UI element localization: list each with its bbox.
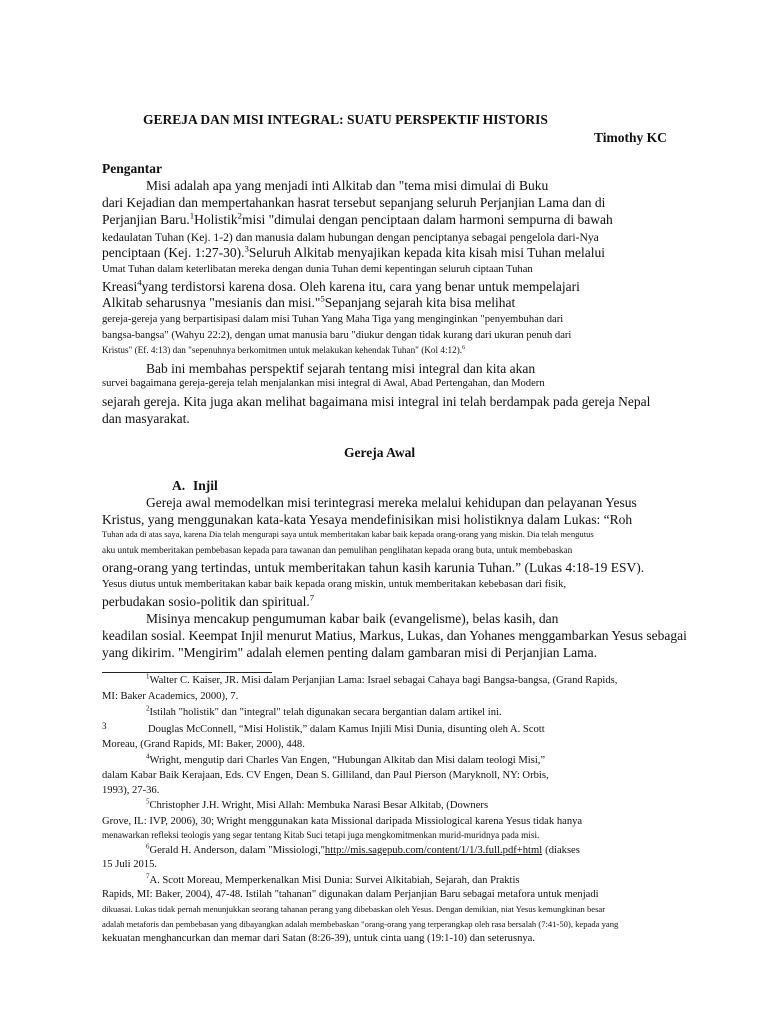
intro-line: dan masyarakat. <box>102 411 190 426</box>
section-line: yang dikirim. "Mengirim" adalah elemen penting dalam gambaran misi di Perjanjian Lama. <box>102 645 598 660</box>
footnote-line: 1993), 27-36. <box>102 785 160 796</box>
footnote-text: Gerald H. Anderson, dalam "Missiologi," <box>149 845 325 856</box>
footnote <box>146 753 546 767</box>
intro-line: sejarah gereja. Kita juga akan melihat bagaimana misi integral ini telah berdampak pada gereja Nepal <box>102 394 651 409</box>
intro-line: dari Kejadian dan mempertahankan hasrat tersebut sepanjang seluruh Perjanjian Lama dan di <box>102 195 606 210</box>
footnote-line: dikuasai. Lukas tidak pernah menunjukkan seorang tahanan perang yang dibebaskan oleh Yesus. Dengan demikian, niat Yesus kemungkinan besar <box>102 904 606 914</box>
section-line <box>102 592 315 609</box>
footnote-ref: 7 <box>309 592 315 603</box>
intro-line <box>102 210 613 227</box>
intro-text: Kreasi <box>102 279 138 294</box>
section-line: Gereja awal memodelkan misi terintegrasi mereka melalui kehidupan dan pelayanan Yesus <box>146 495 637 510</box>
section-text: perbudakan sosio-politik dan spiritual. <box>102 594 310 609</box>
footnote-number: 1 <box>146 673 150 681</box>
footnote-ref: 4 <box>137 277 142 288</box>
section-line: Kristus, yang menggunakan kata-kata Yesaya mendefinisikan misi holistiknya dalam Lukas: “Roh <box>102 512 633 527</box>
intro-line: kedaulatan Tuhan (Kej. 1-2) dan manusia dalam hubungan dengan penciptanya sebagai pengelola dari-Nya <box>102 231 599 244</box>
footnote-text: Walter C. Kaiser, JR. Misi dalam Perjanjian Lama: Israel sebagai Cahaya bagi Bangsa-bangsa, (Grand Rapids, <box>149 675 618 686</box>
footnote-ref: 2 <box>237 210 243 221</box>
footnote-number: 2 <box>146 705 150 713</box>
section-line: Misinya mencakup pengumuman kabar baik (evangelisme), belas kasih, dan <box>146 611 559 626</box>
intro-text: Holistik <box>194 212 238 227</box>
section-line: Yesus diutus untuk memberitakan kabar baik kepada orang miskin, untuk memberitakan kebebasan dari fisik, <box>102 579 567 590</box>
footnote-ref: 6 <box>462 344 466 351</box>
footnote-text: Istilah "holistik" dan "integral" telah digunakan secara bergantian dalam artikel ini. <box>149 707 502 718</box>
intro-text: penciptaan (Kej. 1:27-30). <box>102 245 245 260</box>
footnote-line: dalam Kabar Baik Kerajaan, Eds. CV Engen, Dean S. Gilliland, dan Paul Pierson (Maryknoll, NY: Orbis, <box>102 770 549 781</box>
footnote <box>146 705 502 719</box>
intro-heading: Pengantar <box>102 161 162 176</box>
footnote-number: 3 <box>102 721 107 731</box>
footnote-ref: 3 <box>244 243 249 254</box>
intro-line: bangsa-bangsa" (Wahyu 22:2), dengan umat manusia baru "diukur dengan tidak kurang dari ukuran penuh dari <box>102 330 572 341</box>
footnote-line: Moreau, (Grand Rapids, MI: Baker, 2000), 448. <box>102 739 305 750</box>
section-line: Tuhan ada di atas saya, karena Dia telah mengurapi saya untuk memberitakan kabar baik kepada orang-orang yang miskin. Dia telah mengutus <box>102 529 594 539</box>
footnote <box>146 798 489 812</box>
footnote-line: MI: Baker Academics, 2000), 7. <box>102 691 239 702</box>
intro-text: Kristus" (Ef. 4:13) dan "sepenuhnya berkomitmen untuk melakukan kehendak Tuhan" (Kol 4:12). <box>102 345 463 355</box>
subsection-label: A. <box>172 478 186 493</box>
intro-line <box>102 346 465 355</box>
footnote-text: Douglas McConnell, “Misi Holistik,” dalam Kamus Injili Misi Dunia, disunting oleh A. Scott <box>148 724 545 735</box>
footnote-number: 5 <box>146 798 150 806</box>
intro-text: Sepanjang sejarah kita bisa melihat <box>324 295 516 310</box>
footnote <box>146 843 580 857</box>
intro-line <box>102 277 580 294</box>
section-line: aku untuk memberitakan pembebasan kepada para tawanan dan pemulihan penglihatan kepada orang buta, untuk membebaskan <box>102 545 573 555</box>
footnote-ref: 5 <box>320 293 325 304</box>
footnote-line: menawarkan refleksi teologis yang segar tentang Kitab Suci tetapi juga mengkomitmenkan murid-muridnya pada misi. <box>102 830 540 840</box>
intro-line: survei bagaimana gereja-gereja telah menjalankan misi integral di Awal, Abad Pertengahan, dan Modern <box>102 378 545 389</box>
footnote <box>146 873 520 887</box>
footnote-link[interactable]: http://mis.sagepub.com/content/1/1/3.full.pdf+html <box>324 845 543 856</box>
footnote-text: A. Scott Moreau, Memperkenalkan Misi Dunia: Survei Alkitabiah, Sejarah, dan Praktis <box>149 875 520 886</box>
intro-line: Bab ini membahas perspektif sejarah tentang misi integral dan kita akan <box>146 361 536 376</box>
intro-text: misi "dimulai dengan penciptaan dalam harmoni sempurna di bawah <box>242 212 613 227</box>
footnote-line: Rapids, MI: Baker, 2004), 47-48. Istilah "tahanan" digunakan dalam Perjanjian Baru sebagai metafora untuk menjadi <box>102 889 599 900</box>
footnote-line: 15 Juli 2015. <box>102 859 158 870</box>
footnote-text: Wright, mengutip dari Charles Van Engen, “Hubungan Alkitab dan Misi dalam teologi Misi,” <box>149 755 546 766</box>
intro-line <box>102 243 606 260</box>
intro-line: Misi adalah apa yang menjadi inti Alkitab dan "tema misi dimulai di Buku <box>146 178 549 193</box>
intro-text: Seluruh Alkitab menyajikan kepada kita kisah misi Tuhan melalui <box>248 245 606 260</box>
intro-text: Alkitab seharusnya "mesianis dan misi." <box>102 295 321 310</box>
footnote-line: adalah metaforis dan pembebasan yang dibayangkan adalah membebaskan "orang-orang yang terperangkap oleh rasa bersalah (7:41-50), kepada yang <box>102 919 619 929</box>
footnote <box>146 673 618 687</box>
intro-line: gereja-gereja yang berpartisipasi dalam misi Tuhan Yang Maha Tiga yang menginginkan "penyembuhan dari <box>102 314 564 325</box>
footnote-number: 7 <box>146 873 150 881</box>
author-name: Timothy KC <box>594 130 667 145</box>
intro-line <box>102 293 516 310</box>
footnote-line: Grove, IL: IVP, 2006), 30; Wright menggunakan kata Missional daripada Missiological karena Yesus tidak hanya <box>102 816 583 827</box>
intro-text: Perjanjian Baru. <box>102 212 190 227</box>
footnote-separator <box>102 672 272 673</box>
footnote-text: (diakses <box>545 845 580 856</box>
section-line: orang-orang yang tertindas, untuk memberitakan tahun kasih karunia Tuhan.” (Lukas 4:18-19 ESV). <box>102 560 645 575</box>
document-title: GEREJA DAN MISI INTEGRAL: SUATU PERSPEKTIF HISTORIS <box>143 112 548 127</box>
footnote-number: 6 <box>146 843 150 851</box>
intro-text: yang terdistorsi karena dosa. Oleh karena itu, cara yang benar untuk mempelajari <box>141 279 580 294</box>
footnote-text: Christopher J.H. Wright, Misi Allah: Membuka Narasi Besar Alkitab, (Downers <box>149 800 489 811</box>
subsection-title: Injil <box>193 478 218 493</box>
footnote-line: kekuatan menghancurkan dan memar dari Satan (8:26-39), untuk cinta uang (19:1-10) dan seterusnya. <box>102 933 536 944</box>
section-heading: Gereja Awal <box>344 445 416 460</box>
footnote-number: 4 <box>146 753 150 761</box>
section-line: keadilan sosial. Keempat Injil menurut Matius, Markus, Lukas, dan Yohanes menggambarkan Yesus sebagai <box>102 628 687 643</box>
footnote-ref: 1 <box>189 210 195 221</box>
intro-line: Umat Tuhan dalam keterlibatan mereka dengan dunia Tuhan demi kepentingan seluruh ciptaan Tuhan <box>102 264 533 275</box>
